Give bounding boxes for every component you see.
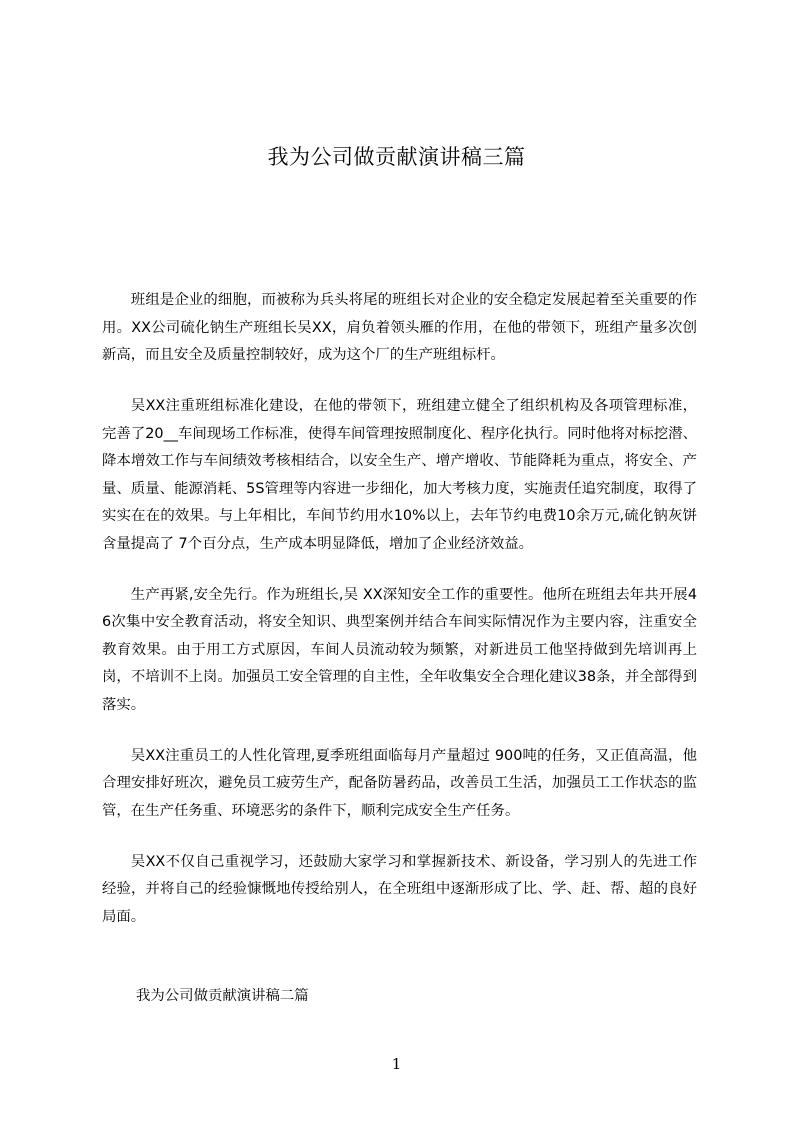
page-number: 1 [391, 1055, 402, 1073]
paragraph-3: 生产再紧,安全先行。作为班组长,吴 XX深知安全工作的重要性。他所在班组去年共开展46次集中安全教育活动，将安全知识、典型案例并结合车间实际情况作为主要内容，注重安全教育效果。由于用工方式原因，车间人员流动较为频繁，对新进员工他坚持做到先培训再上岗，不培训不上岗。加强员工安全管理的自主性，全年收集安全合理化建议38条，并全部得到落实。 [102, 586, 697, 713]
document-body [102, 287, 697, 955]
paragraph-2: 吴XX注重班组标准化建设，在他的带领下，班组建立健全了组织机构及各项管理标准，完善了20__车间现场工作标准，使得车间管理按照制度化、程序化执行。同时他将对标挖潜、降本增效工作与车间绩效考核相结合，以安全生产、增产增收、节能降耗为重点，将安全、产量、质量、能源消耗、5S管理等内容进一步细化，加大考核力度，实施责任追究制度，取得了实实在在的效果。与上年相比，车间节约用水10%以上，去年节约电费10余万元,硫化钠灰饼含量提高了 7个百分点，生产成本明显降低，增加了企业经济效益。 [102, 398, 697, 552]
paragraph-1: 班组是企业的细胞，而被称为兵头将尾的班组长对企业的安全稳定发展起着至关重要的作用。XX公司硫化钠生产班组长吴XX，肩负着领头雁的作用，在他的带领下，班组产量多次创新高，而且安全及质量控制较好，成为这个厂的生产班组标杆。 [102, 292, 697, 363]
section-subheading: 我为公司做贡献演讲稿二篇 [136, 988, 309, 1004]
paragraph-4: 吴XX注重员工的人性化管理,夏季班组面临每月产量超过 900吨的任务，又正值高温，他合理安排好班次，避免员工疲劳生产，配备防暑药品，改善员工生活，加强员工工作状态的监管，在生产任务重、环境恶劣的条件下，顺利完成安全生产任务。 [102, 747, 697, 819]
paragraph-5: 吴XX不仅自己重视学习，还鼓励大家学习和掌握新技术、新设备，学习别人的先进工作经验，并将自己的经验慷慨地传授给别人，在全班组中逐渐形成了比、学、赶、帮、超的良好局面。 [102, 853, 697, 925]
document-title: 我为公司做贡献演讲稿三篇 [267, 145, 526, 169]
